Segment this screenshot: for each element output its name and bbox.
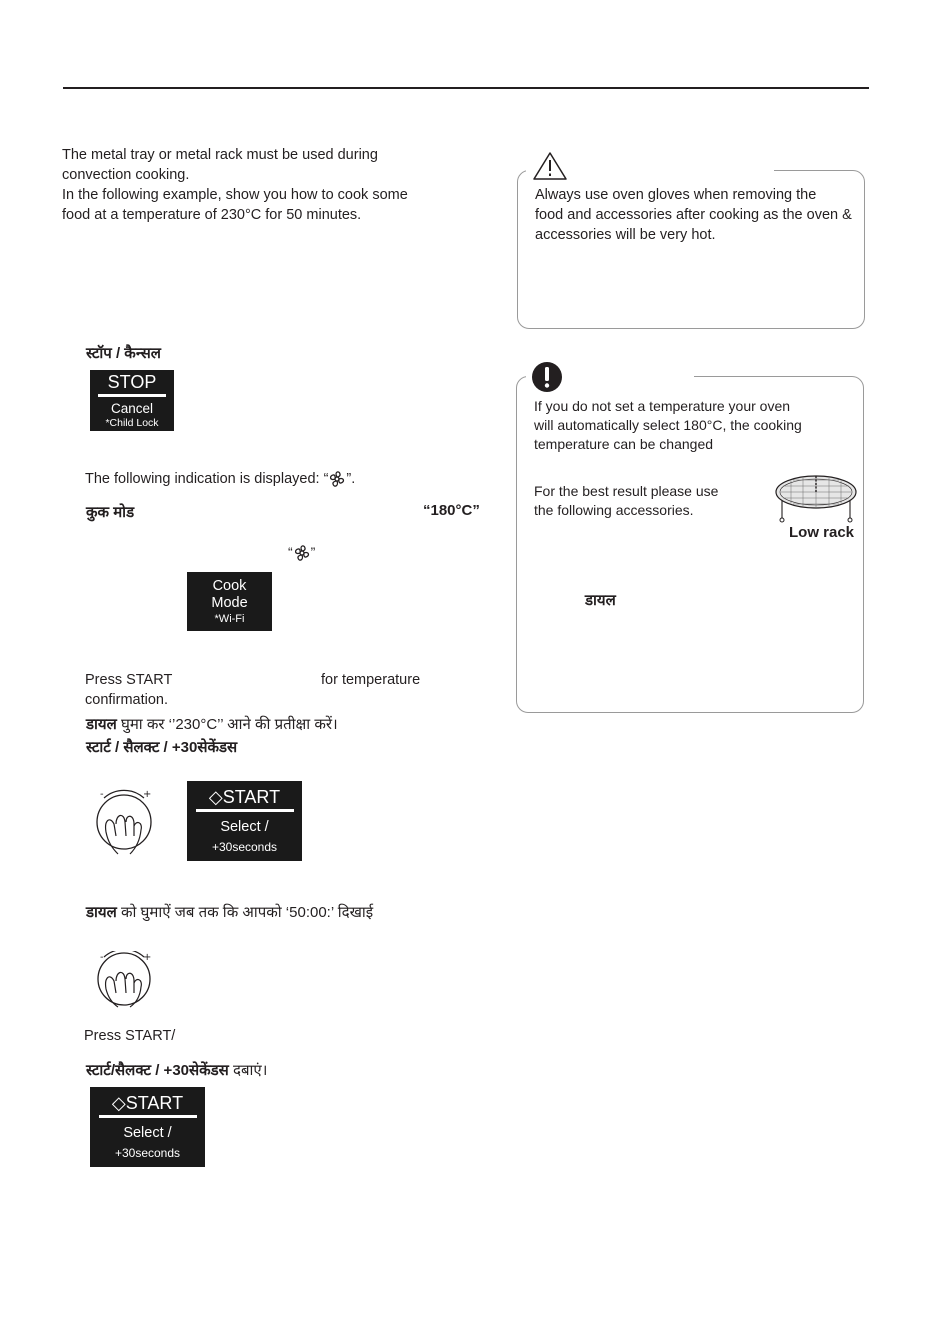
start-key-main: Select / [123, 1125, 172, 1141]
low-rack-icon [773, 470, 859, 526]
start-select-key [187, 781, 302, 861]
press-word: Press [84, 1028, 122, 1044]
start-key-sub: +30seconds [211, 840, 278, 854]
accessory-text [534, 482, 718, 520]
stop-key-top: STOP [107, 372, 157, 392]
exclamation-circle-icon [531, 361, 563, 393]
cook-key-line2: Mode [211, 595, 248, 611]
temp-180-label: “180°C” [423, 502, 480, 519]
stop-key-sub: *Child Lock [105, 417, 159, 429]
stop-key-main: Cancel [110, 401, 154, 416]
caution-text [535, 185, 852, 245]
start-diamond-icon: ◇ [111, 1093, 126, 1113]
caution-line: food and accessories after cooking as the oven & [535, 207, 852, 223]
press-start-line [85, 670, 172, 690]
note-dial-hindi: डायल [585, 592, 616, 609]
intro-line: The metal tray or metal rack must be used during [62, 147, 378, 163]
start-hindi-word: स्टार्ट/सैलक्ट / +30सेकेंडस [86, 1062, 229, 1079]
header-rule [63, 87, 869, 89]
cook-mode-hindi-label: कुक मोड [86, 504, 135, 521]
convection-fan-icon [328, 470, 346, 488]
for-temperature-text: for temperature [321, 672, 421, 688]
indication-suffix: ”. [346, 471, 356, 487]
intro-line: convection cooking. [62, 167, 190, 183]
dial-hand-icon [96, 951, 158, 1029]
dial-hindi-word: डायल [86, 716, 117, 733]
cook-mode-key [187, 572, 272, 631]
note-line: will automatically select 180°C, the cooking [534, 417, 802, 433]
indication-prefix: The following indication is displayed: “ [85, 471, 329, 487]
warning-triangle-icon [532, 151, 568, 181]
key-divider [98, 394, 166, 397]
svg-text:+: + [143, 789, 152, 800]
quote-open: “ [288, 544, 293, 560]
caution-line: Always use oven gloves when removing the [535, 187, 817, 203]
start-word: START [126, 672, 173, 688]
start-key-sub: +30seconds [114, 1146, 181, 1160]
start-key-label: START [222, 787, 281, 807]
accessory-line: the following accessories. [534, 502, 694, 518]
dial-rotate-hindi-line [86, 902, 373, 922]
low-rack-label: Low rack [789, 524, 855, 541]
start-word: START/ [125, 1028, 176, 1044]
step1-hindi-label: स्टॉप / कैन्सल [86, 345, 161, 362]
svg-text:+: + [143, 952, 152, 963]
note-text [534, 397, 802, 454]
convection-fan-icon [293, 544, 311, 562]
accessory-line: For the best result please use [534, 483, 719, 499]
start-select-key [90, 1087, 205, 1167]
press-hindi-rest: दबाएं। [228, 1062, 268, 1079]
indication-text [85, 469, 355, 489]
dial-hindi-line [86, 714, 338, 734]
svg-text:-: - [100, 952, 104, 963]
start-hindi-line: स्टार्ट / सैलक्ट / +30सेकेंडस [86, 739, 238, 756]
press-start-hindi-line [86, 1060, 267, 1080]
start-key-top [90, 1087, 205, 1114]
dial-hand-icon [96, 784, 158, 862]
dial-hindi-rest: घुमा कर ‘’230°C’’ आने की प्रतीक्षा करें। [116, 716, 338, 733]
fan-quote-indicator [288, 544, 315, 562]
press-start-slash-line [84, 1026, 175, 1046]
confirmation-text: confirmation. [85, 692, 169, 708]
stop-cancel-key [90, 370, 174, 431]
start-key-main: Select / [220, 819, 269, 835]
note-line: If you do not set a temperature your oven [534, 398, 791, 414]
intro-line: food at a temperature of 230°C for 50 minutes. [62, 207, 362, 223]
note-line: temperature can be changed [534, 436, 714, 452]
start-key-label: START [125, 1093, 184, 1113]
cook-key-line1: Cook [212, 578, 247, 594]
start-key-top [187, 781, 302, 808]
dial-hindi-rest: को घुमाऐं जब तक कि आपको ‘50:00:’ दिखाई [116, 904, 374, 921]
key-divider [99, 1115, 197, 1118]
cook-key-sub: *Wi-Fi [214, 613, 245, 625]
caution-line: accessories will be very hot. [535, 227, 716, 243]
caution-header-gap [576, 169, 774, 173]
start-diamond-icon: ◇ [208, 787, 223, 807]
svg-text:-: - [100, 789, 104, 800]
quote-close: ” [310, 544, 316, 560]
dial-hindi-word: डायल [86, 904, 117, 921]
intro-line: In the following example, show you how to cook some [62, 187, 408, 203]
press-word: Press [85, 672, 123, 688]
intro-paragraph [62, 145, 482, 225]
key-divider [196, 809, 294, 812]
